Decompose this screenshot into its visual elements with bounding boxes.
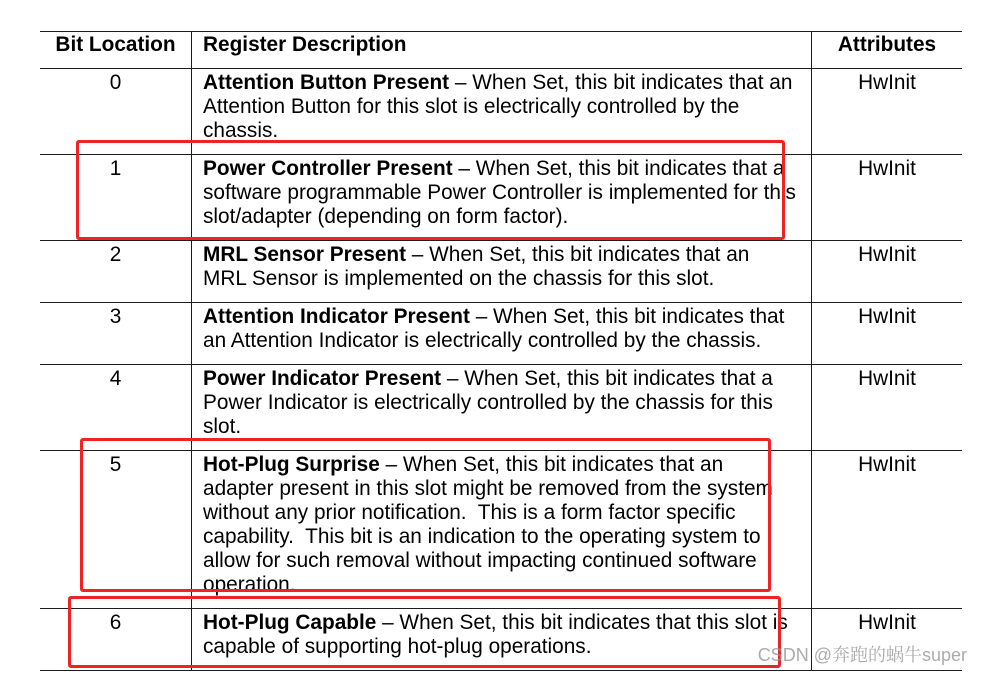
description-line [203,157,811,181]
bit-location-cell: 1 [40,155,192,240]
register-table [40,31,962,671]
attributes-cell: HwInit [858,305,916,328]
attributes-cell: HwInit [858,611,916,634]
attributes-cell: HwInit [858,157,916,180]
attributes-cell: HwInit [858,71,916,94]
watermark: CSDN @奔跑的蜗牛super [757,645,967,665]
description-line [203,305,811,329]
field-description: – When Set, this bit indicates that a [452,157,785,180]
field-name: Hot-Plug Capable [203,611,377,634]
bit-location-cell: 4 [40,365,192,450]
register-description-cell [192,365,812,450]
field-name: MRL Sensor Present [203,243,407,266]
table-row-bit-2 [40,241,962,303]
table-row-bit-5 [40,451,962,609]
field-description: – When Set, this bit indicates that an [449,71,793,94]
field-name: Power Controller Present [203,157,453,180]
field-name: Power Indicator Present [203,367,442,390]
register-description-cell [192,303,812,364]
field-description: – When Set, this bit indicates that a [441,367,773,390]
table-header-row [40,32,962,69]
register-description-cell [192,69,812,154]
bit-location-cell: 2 [40,241,192,302]
description-line: software programmable Power Controller is implemented for this [203,181,796,204]
column-header-attributes: Attributes [837,33,937,56]
attributes-cell: HwInit [858,367,916,390]
register-description-cell [192,241,812,302]
field-name: Attention Button Present [203,71,450,94]
description-line: without any prior notification. This is a form factor specific [203,501,736,524]
description-line: MRL Sensor is implemented on the chassis for this slot. [203,267,715,290]
field-description: – When Set, this bit indicates that this slot is [376,611,788,634]
description-line: capability. This bit is an indication to the operating system to [203,525,761,548]
register-description-cell [192,155,812,240]
table-body [40,69,962,671]
bit-location-cell: 6 [40,609,192,670]
field-description: – When Set, this bit indicates that an [379,453,724,476]
description-line [203,243,811,267]
bit-location-cell: 5 [40,451,192,608]
table-row-bit-4 [40,365,962,451]
description-line: an Attention Indicator is electrically controlled by the chassis. [203,329,762,352]
description-line [203,71,811,95]
description-line [203,611,811,635]
description-line: chassis. [203,119,279,142]
description-line [203,367,811,391]
description-line: operation. [203,573,296,596]
description-line: slot. [203,415,242,438]
description-line: adapter present in this slot might be removed from the system [203,477,773,500]
field-name: Attention Indicator Present [203,305,470,328]
description-line: Power Indicator is electrically controlled by the chassis for this [203,391,773,414]
register-description-cell [192,609,812,670]
field-description: – When Set, this bit indicates that [469,305,785,328]
field-name: Hot-Plug Surprise [203,453,380,476]
description-line: allow for such removal without impacting continued software [203,549,757,572]
attributes-cell: HwInit [858,453,916,476]
bit-location-cell: 3 [40,303,192,364]
column-header-register-description: Register Description [192,32,812,68]
bit-location-cell: 0 [40,69,192,154]
table-row-bit-1 [40,155,962,241]
description-line [203,453,811,477]
register-description-cell [192,451,812,608]
description-line: slot/adapter (depending on form factor). [203,205,569,228]
description-line: capable of supporting hot-plug operations. [203,635,592,658]
field-description: – When Set, this bit indicates that an [406,243,750,266]
column-header-bit-location: Bit Location [40,32,192,68]
table-row-bit-0 [40,69,962,155]
attributes-cell: HwInit [858,243,916,266]
description-line: Attention Button for this slot is electrically controlled by the [203,95,740,118]
table-row-bit-3 [40,303,962,365]
